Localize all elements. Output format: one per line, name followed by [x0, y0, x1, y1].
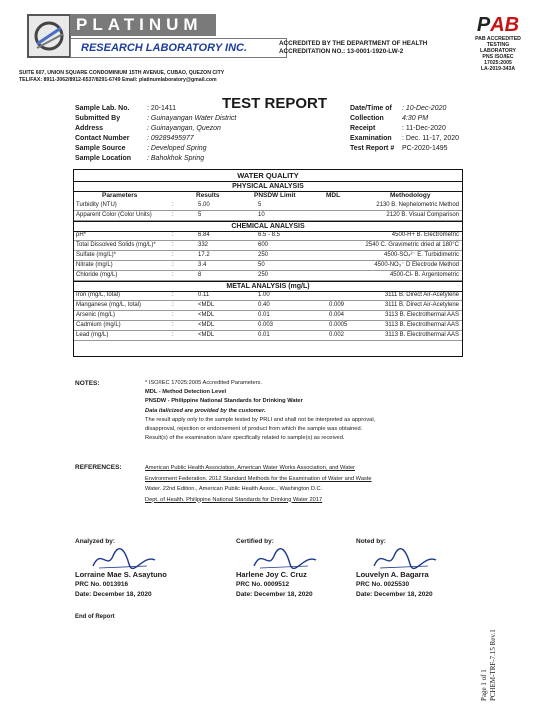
colon: :: [172, 332, 174, 338]
limit-cell: 50: [258, 262, 265, 268]
handwritten-signature: [89, 546, 159, 572]
colon: :: [172, 312, 174, 318]
colon: :: [172, 262, 174, 268]
limit-cell: 5: [258, 202, 262, 208]
result-cell: 6.84: [198, 232, 210, 238]
colon: :: [172, 242, 174, 248]
accreditation-line: ACCREDITED BY THE DEPARTMENT OF HEALTH: [279, 40, 428, 47]
result-cell: <MDL: [198, 332, 215, 338]
notes-label: NOTES:: [75, 380, 100, 387]
column-header: Results: [196, 192, 220, 199]
pab-accreditation-badge: [458, 14, 538, 72]
prc-number: PRC No. 0025530: [356, 581, 410, 588]
info-label: Address: [75, 125, 104, 132]
method-cell: 4500-SO₄²⁻ E. Turbidimetric: [384, 252, 459, 258]
result-cell: 3.4: [198, 262, 207, 268]
pab-logo-icon: PAB: [476, 14, 520, 36]
pab-line: PNS ISO/IEC: [482, 54, 514, 60]
limit-cell: 10: [258, 212, 265, 218]
parameter-cell: Iron (mg/L, total): [76, 292, 121, 298]
page-footer-vertical: [480, 613, 497, 703]
limit-cell: 1.00: [258, 292, 270, 298]
method-cell: 4500-NO₃⁻ D Electrode Method: [374, 262, 459, 268]
info-label: Examination: [350, 135, 392, 142]
colon: :: [172, 322, 174, 328]
brand-subtitle: RESEARCH LABORATORY INC.: [70, 38, 287, 58]
pab-line: TESTING: [486, 42, 510, 48]
info-label: Sample Source: [75, 145, 126, 152]
method-cell: 4500-Cl- B. Argentometric: [389, 272, 459, 278]
note-line: PNSDW - Philippine National Standards for Drinking Water: [145, 398, 303, 405]
pab-line: LABORATORY: [480, 48, 516, 54]
table-row: [74, 291, 462, 301]
contact-line: TEL/FAX: 8911-3062/8912-6537/8291-6749 Email: platinumlaboratory@gmail.com: [19, 76, 217, 83]
result-cell: 5.00: [198, 202, 210, 208]
limit-cell: 250: [258, 272, 269, 278]
table-row: [74, 201, 462, 211]
note-line: Result(s) of the examination is/are specifically related to sample(s) as received.: [145, 435, 345, 442]
prc-number: PRC No. 0013916: [75, 581, 129, 588]
limit-cell: 0.40: [258, 302, 270, 308]
info-label: Submitted By: [75, 115, 121, 122]
colon: :: [172, 252, 174, 258]
signature-date: Date: December 18, 2020: [356, 591, 433, 598]
colon: :: [172, 272, 174, 278]
table-row: [74, 301, 462, 311]
parameter-cell: Total Dissolved Solids (mg/L)*: [76, 242, 156, 248]
column-header: MDL: [326, 192, 341, 199]
info-value: : 10-Dec-2020: [402, 105, 447, 112]
result-cell: <MDL: [198, 322, 215, 328]
reference-line: Dept. of Health. Philippine National Standards for Drinking Water 2017: [145, 496, 323, 503]
table-row: [74, 271, 462, 281]
signatory-name: Harlene Joy C. Cruz: [236, 570, 307, 579]
parameter-cell: Lead (mg/L): [76, 332, 109, 338]
table-row: [74, 261, 462, 271]
info-value: 4:30 PM: [402, 115, 429, 122]
signature-date: Date: December 18, 2020: [236, 591, 313, 598]
table-row: [74, 211, 462, 221]
info-value: : Bahokhok Spring: [147, 155, 205, 162]
table-row: [74, 321, 462, 331]
signature-date: Date: December 18, 2020: [75, 591, 152, 598]
parameter-cell: Sulfate (mg/L)*: [76, 252, 117, 258]
method-cell: 3113 B. Electrothermal AAS: [385, 312, 459, 318]
colon: :: [172, 232, 174, 238]
colon: :: [172, 212, 174, 218]
address-line: SUITE 607, UNION SQUARE CONDOMINIUM 15TH AVENUE, CUBAO, QUEZON CITY: [19, 70, 225, 76]
colon: :: [172, 292, 174, 298]
method-cell: 3113 B. Electrothermal AAS: [385, 322, 459, 328]
limit-cell: 0.01: [258, 312, 270, 318]
limit-cell: 0.003: [258, 322, 274, 328]
signature-heading: Noted by:: [356, 538, 386, 545]
lab-address: [19, 70, 224, 83]
info-value: : 20-1411: [147, 105, 177, 112]
signatory-name: Louvelyn A. Bagarra: [356, 570, 429, 579]
result-cell: <MDL: [198, 302, 215, 308]
mdl-cell: 0.009: [329, 302, 345, 308]
note-line: disapproval, rejection or endorsement of product from which the sample was obtained.: [145, 426, 363, 432]
water-quality-table: [73, 169, 463, 357]
table-row: [74, 251, 462, 261]
result-cell: 332: [198, 242, 209, 248]
handwritten-signature: [370, 546, 440, 572]
prc-number: PRC No. 0009512: [236, 581, 290, 588]
page-number: Page 1 of 1: [480, 669, 488, 701]
result-cell: 0.11: [198, 292, 210, 298]
info-value: : 09289495977: [147, 135, 194, 142]
signature-heading: Certified by:: [236, 538, 274, 545]
reference-line: Environment Federation. 2012 Standard Methods for the Examination of Water and Waste: [145, 475, 372, 482]
pab-line: 17025:2005: [484, 60, 512, 66]
limit-cell: 250: [258, 252, 269, 258]
pab-line: LA-2019-343A: [480, 66, 516, 72]
parameter-cell: Turbidity (NTU): [76, 202, 117, 208]
parameter-cell: Chloride (mg/L): [76, 272, 118, 278]
info-label: Sample Lab. No.: [75, 105, 130, 112]
reference-line: Water. 22nd Edition., American Public Health Assoc., Washington D.C.: [145, 486, 323, 492]
info-value: : Dec. 11-17, 2020: [402, 135, 460, 142]
table-row: [74, 311, 462, 321]
method-cell: 4500-H+ B. Electrometric: [391, 232, 459, 238]
method-cell: 2120 B. Visual Comparison: [386, 212, 459, 218]
note-line: MDL - Method Detection Level: [145, 389, 227, 396]
mdl-cell: 0.004: [329, 312, 345, 318]
method-cell: 3111 B. Direct Air-Acetylene: [384, 292, 459, 298]
table-row: [74, 241, 462, 251]
brand-name: PLATINUM: [70, 14, 216, 36]
method-cell: 2130 B. Nephelometric Method: [376, 202, 459, 208]
info-value: : 11-Dec-2020: [402, 125, 446, 132]
parameter-cell: Apparent Color (Color Units): [76, 212, 152, 218]
reference-line: American Public Health Association, American Water Works Association, and Water: [145, 465, 355, 471]
column-header: Methodology: [390, 192, 431, 199]
form-code: PCHEM-TRF-7.15 Rev.1: [489, 629, 497, 701]
limit-cell: 600: [258, 242, 269, 248]
method-cell: 3113 B. Electrothermal AAS: [385, 332, 459, 338]
info-value: PC-2020-1495: [402, 145, 448, 152]
colon: :: [172, 202, 174, 208]
parameter-cell: Nitrate (mg/L): [76, 262, 113, 268]
section-title-physical: PHYSICAL ANALYSIS: [74, 181, 462, 192]
result-cell: 8: [198, 272, 202, 278]
end-of-report: End of Report: [75, 614, 115, 620]
platinum-logo-icon: [27, 14, 71, 58]
note-line: * ISO/IEC 17025:2005 Accredited Parameters.: [145, 380, 262, 386]
info-value: : Guinayangan Water District: [147, 115, 237, 122]
table-row: [74, 231, 462, 241]
references-label: REFERENCES:: [75, 464, 122, 471]
section-title-metal: METAL ANALYSIS (mg/L): [74, 281, 462, 292]
colon: :: [172, 302, 174, 308]
result-cell: 5: [198, 212, 202, 218]
accreditation-number: ACCREDITATION NO.: 13-0001-1920-LW-2: [279, 48, 404, 55]
info-label: Receipt: [350, 125, 376, 132]
parameter-cell: Manganese (mg/L, total): [76, 302, 142, 308]
handwritten-signature: [250, 546, 320, 572]
method-cell: 2540 C. Gravimetric dried at 180°C: [365, 242, 459, 248]
mdl-cell: 0.002: [329, 332, 345, 338]
page-title: TEST REPORT: [222, 95, 328, 112]
method-cell: 3111 B. Direct Air-Acetylene: [384, 302, 459, 308]
info-value: : Developed Spring: [147, 145, 207, 152]
limit-cell: 0.01: [258, 332, 270, 338]
column-header: Parameters: [102, 192, 138, 199]
section-title-chemical: CHEMICAL ANALYSIS: [74, 221, 462, 232]
info-label: Test Report #: [350, 145, 395, 152]
parameter-cell: Arsenic (mg/L): [76, 312, 116, 318]
info-label: Date/Time of: [350, 105, 392, 112]
parameter-cell: pH*: [76, 232, 87, 238]
pab-line: PAB ACCREDITED: [475, 36, 521, 42]
result-cell: <MDL: [198, 312, 215, 318]
column-header: PNSDW Limit: [254, 192, 296, 199]
accreditation-info: [279, 40, 427, 56]
mdl-cell: 0.0005: [329, 322, 348, 328]
info-label: Sample Location: [75, 155, 132, 162]
table-title: WATER QUALITY: [74, 170, 462, 182]
parameter-cell: Cadmium (mg/L): [76, 322, 121, 328]
info-value: : Guinayangan, Quezon: [147, 125, 221, 132]
info-label: Contact Number: [75, 135, 130, 142]
result-cell: 17.2: [198, 252, 210, 258]
limit-cell: 6.5 - 8.5: [258, 232, 281, 238]
note-line: Data italicized are provided by the customer.: [145, 407, 266, 414]
signatory-name: Lorraine Mae S. Asaytuno: [75, 570, 167, 579]
info-label: Collection: [350, 115, 384, 122]
table-row: [74, 331, 462, 341]
note-line: The result apply only to the sample tested by PRLI and shall not be interpreted as approval,: [145, 416, 376, 423]
signature-heading: Analyzed by:: [75, 538, 116, 545]
